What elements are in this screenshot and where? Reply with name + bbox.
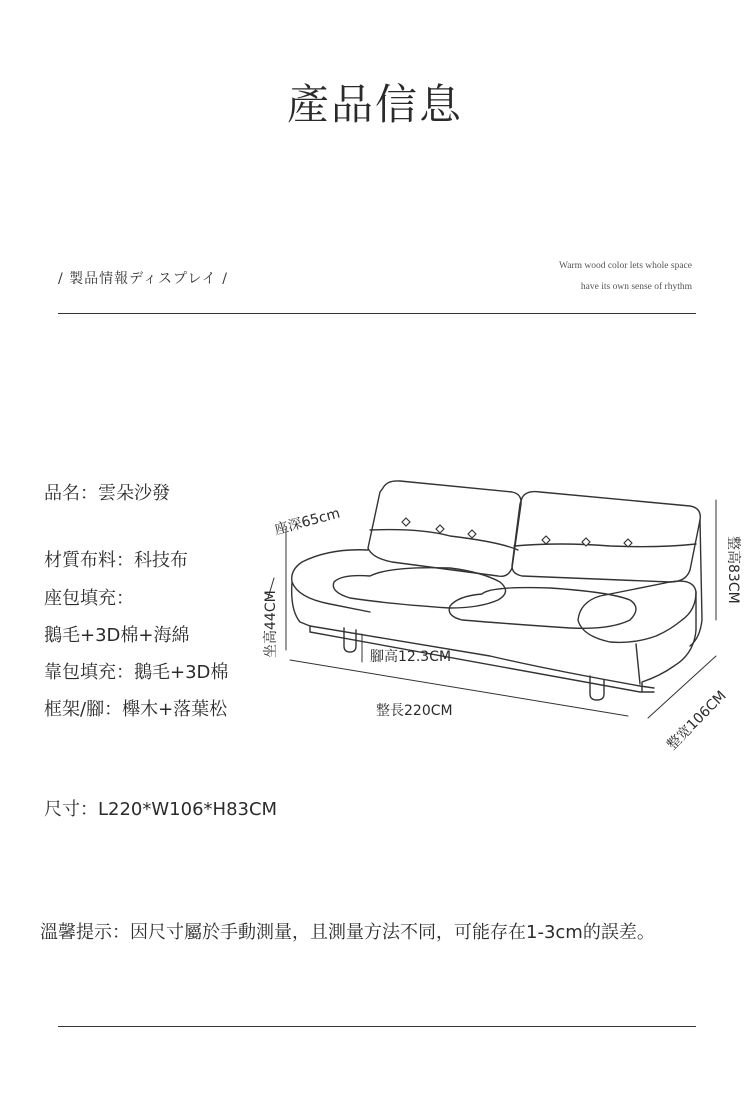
bottom-divider xyxy=(58,1026,696,1027)
spec-seat-fill-label: 座包填充： xyxy=(44,588,134,609)
spec-material: 材質布料：科技布 xyxy=(44,550,188,571)
dim-leg-height: 腳高12.3CM xyxy=(370,649,452,665)
top-divider xyxy=(58,313,696,314)
dim-total-width: 整宽106CM xyxy=(664,687,730,754)
english-tagline-line1: Warm wood color lets whole space xyxy=(559,261,692,271)
spec-name: 品名：雲朵沙發 xyxy=(44,483,170,504)
dim-seat-height: 坐高44CM xyxy=(263,590,279,658)
english-tagline-line2: have its own sense of rhythm xyxy=(580,282,692,292)
measurement-tip: 溫馨提示：因尺寸屬於手動測量，且測量方法不同，可能存在1-3cm的誤差。 xyxy=(40,922,655,943)
page-title: 產品信息 xyxy=(286,80,463,129)
subtitle-japanese: / 製品情報ディスプレイ / xyxy=(58,271,228,287)
dim-seat-depth: 座深65cm xyxy=(272,505,342,539)
dim-total-height: 整高83CM xyxy=(725,536,741,604)
spec-size: 尺寸：L220*W106*H83CM xyxy=(44,799,278,820)
spec-seat-fill-value: 鵝毛+3D棉+海綿 xyxy=(44,625,190,646)
spec-frame: 框架/腳：櫸木+落葉松 xyxy=(44,699,228,720)
spec-back-fill: 靠包填充：鵝毛+3D棉 xyxy=(44,662,229,683)
dim-total-length: 整長220CM xyxy=(376,703,453,719)
